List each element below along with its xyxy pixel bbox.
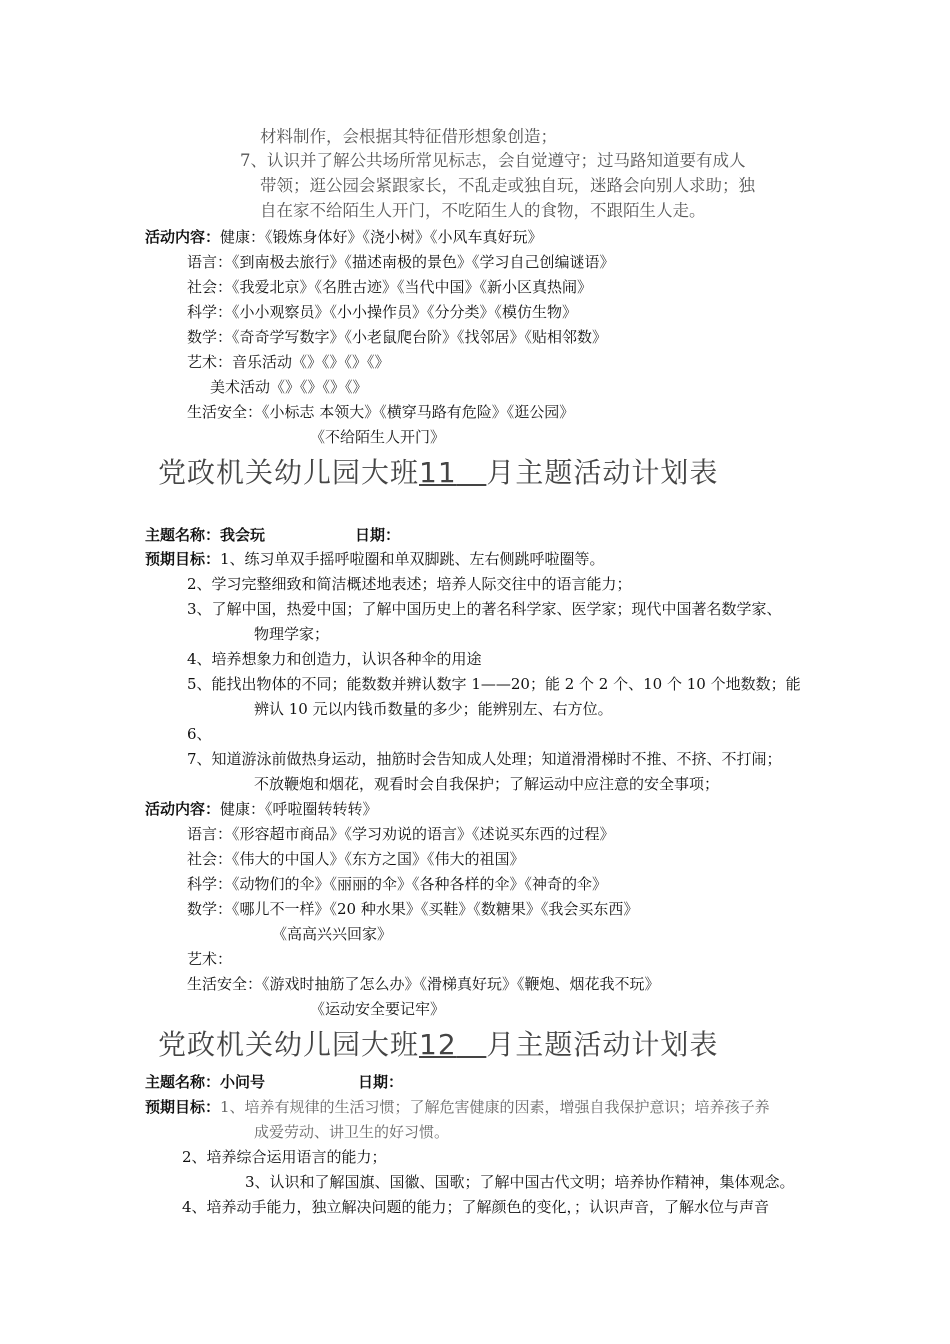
title-prefix: 党政机关幼儿园大班 <box>158 456 420 489</box>
date-label: 日期： <box>358 1073 404 1091</box>
activity-society: 社会：《伟大的中国人》《东方之国》《伟大的祖国》 <box>187 850 525 868</box>
theme-name: 主题名称：小问号 <box>145 1073 266 1091</box>
date-label: 日期： <box>355 526 401 544</box>
activity-society: 社会：《我爱北京》《名胜古迹》《当代中国》《新小区真热闹》 <box>187 278 593 296</box>
activity-health: 健康：《呼啦圈转转转》 <box>220 800 378 818</box>
goal-item-3: 3、认识和了解国旗、国徽、国歌；了解中国古代文明；培养协作精神，集体观念。 <box>245 1173 795 1191</box>
goal-line: 物理学家； <box>254 625 330 643</box>
goal-line: 自在家不给陌生人开门，不吃陌生人的食物，不跟陌生人走。 <box>260 201 706 220</box>
activity-science: 科学：《动物们的伞》《丽丽的伞》《各种各样的伞》《神奇的伞》 <box>187 875 608 893</box>
title-prefix: 党政机关幼儿园大班 <box>158 1028 420 1061</box>
title-month: 11 <box>419 456 457 489</box>
goal-item-7: 7、认识并了解公共场所常见标志，会自觉遵守；过马路知道要有成人 <box>240 151 746 170</box>
activity-art: 艺术： <box>187 950 233 968</box>
goal-item-1: 1、练习单双手摇呼啦圈和单双脚跳、左右侧跳呼啦圈等。 <box>220 550 605 568</box>
activity-math: 数学：《哪儿不一样》《20 种水果》《买鞋》《数糖果》《我会买东西》 <box>187 900 639 918</box>
goal-line: 成爱劳动、讲卫生的好习惯。 <box>254 1123 450 1141</box>
goal-line: 不放鞭炮和烟花，观看时会自我保护；了解运动中应注意的安全事项； <box>254 775 720 793</box>
goal-item-4: 4、培养想象力和创造力，认识各种伞的用途 <box>187 650 482 668</box>
activity-safety-cont: 《运动安全要记牢》 <box>310 1000 446 1018</box>
activity-language: 语言：《形容超市商品》《学习劝说的语言》《述说买东西的过程》 <box>187 825 615 843</box>
goal-row-1 <box>145 548 605 570</box>
activity-label: 活动内容： <box>145 228 221 246</box>
goal-item-6: 6、 <box>187 725 212 743</box>
page-title-november <box>158 455 718 491</box>
activity-health: 健康：《锻炼身体好》《浇小树》《小风车真好玩》 <box>220 228 543 246</box>
activity-row-health <box>145 226 543 248</box>
activity-art: 艺术：音乐活动《》《》《》《》 <box>187 353 390 371</box>
goal-line: 材料制作，会根据其特征借形想象创造； <box>260 127 557 146</box>
activity-label: 活动内容： <box>145 800 221 818</box>
activity-safety: 生活安全：《小标志 本领大》《横穿马路有危险》《逛公园》 <box>187 403 575 421</box>
goal-item-7: 7、知道游泳前做热身运动，抽筋时会告知成人处理；知道滑滑梯时不推、不挤、不打闹； <box>187 750 782 768</box>
activity-science: 科学：《小小观察员》《小小操作员》《分分类》《模仿生物》 <box>187 303 578 321</box>
title-suffix: 月主题活动计划表 <box>486 456 719 489</box>
activity-art-fine: 美术活动《》《》《》《》 <box>210 378 368 396</box>
goal-item-4: 4、培养动手能力，独立解决问题的能力；了解颜色的变化，；认识声音，了解水位与声音 <box>182 1198 770 1216</box>
activity-language: 语言：《到南极去旅行》《描述南极的景色》《学习自己创编谜语》 <box>187 253 615 271</box>
theme-name: 主题名称：我会玩 <box>145 526 266 544</box>
activity-safety-cont: 《不给陌生人开门》 <box>310 428 446 446</box>
activity-row-health <box>145 798 378 820</box>
goal-item-1: 1、培养有规律的生活习惯；了解危害健康的因素，增强自我保护意识；培养孩子养 <box>220 1098 770 1116</box>
page-title-december <box>158 1027 718 1063</box>
activity-math-cont: 《高高兴兴回家》 <box>272 925 393 943</box>
goal-label: 预期目标： <box>145 1098 221 1116</box>
goal-item-2: 2、学习完整细致和简洁概述地表述；培养人际交往中的语言能力； <box>187 575 632 593</box>
activity-safety: 生活安全：《游戏时抽筋了怎么办》《滑梯真好玩》《鞭炮、烟花我不玩》 <box>187 975 660 993</box>
goal-line: 带领；逛公园会紧跟家长，不乱走或独自玩，迷路会向别人求助；独 <box>260 176 755 195</box>
goal-item-2: 2、培养综合运用语言的能力； <box>182 1148 387 1166</box>
goal-label: 预期目标： <box>145 550 221 568</box>
goal-item-3: 3、了解中国，热爱中国；了解中国历史上的著名科学家、医学家；现代中国著名数学家、 <box>187 600 782 618</box>
activity-math: 数学：《奇奇学写数字》《小老鼠爬台阶》《找邻居》《贴相邻数》 <box>187 328 608 346</box>
goal-row-1 <box>145 1096 770 1118</box>
title-suffix: 月主题活动计划表 <box>486 1028 719 1061</box>
goal-line: 辨认 10 元以内钱币数量的多少；能辨别左、右方位。 <box>254 700 613 718</box>
title-month: 12 <box>419 1028 457 1061</box>
goal-item-5: 5、能找出物体的不同；能数数并辨认数字 1——20；能 2 个 2 个、10 个 10 个地数数；能 <box>187 675 801 693</box>
